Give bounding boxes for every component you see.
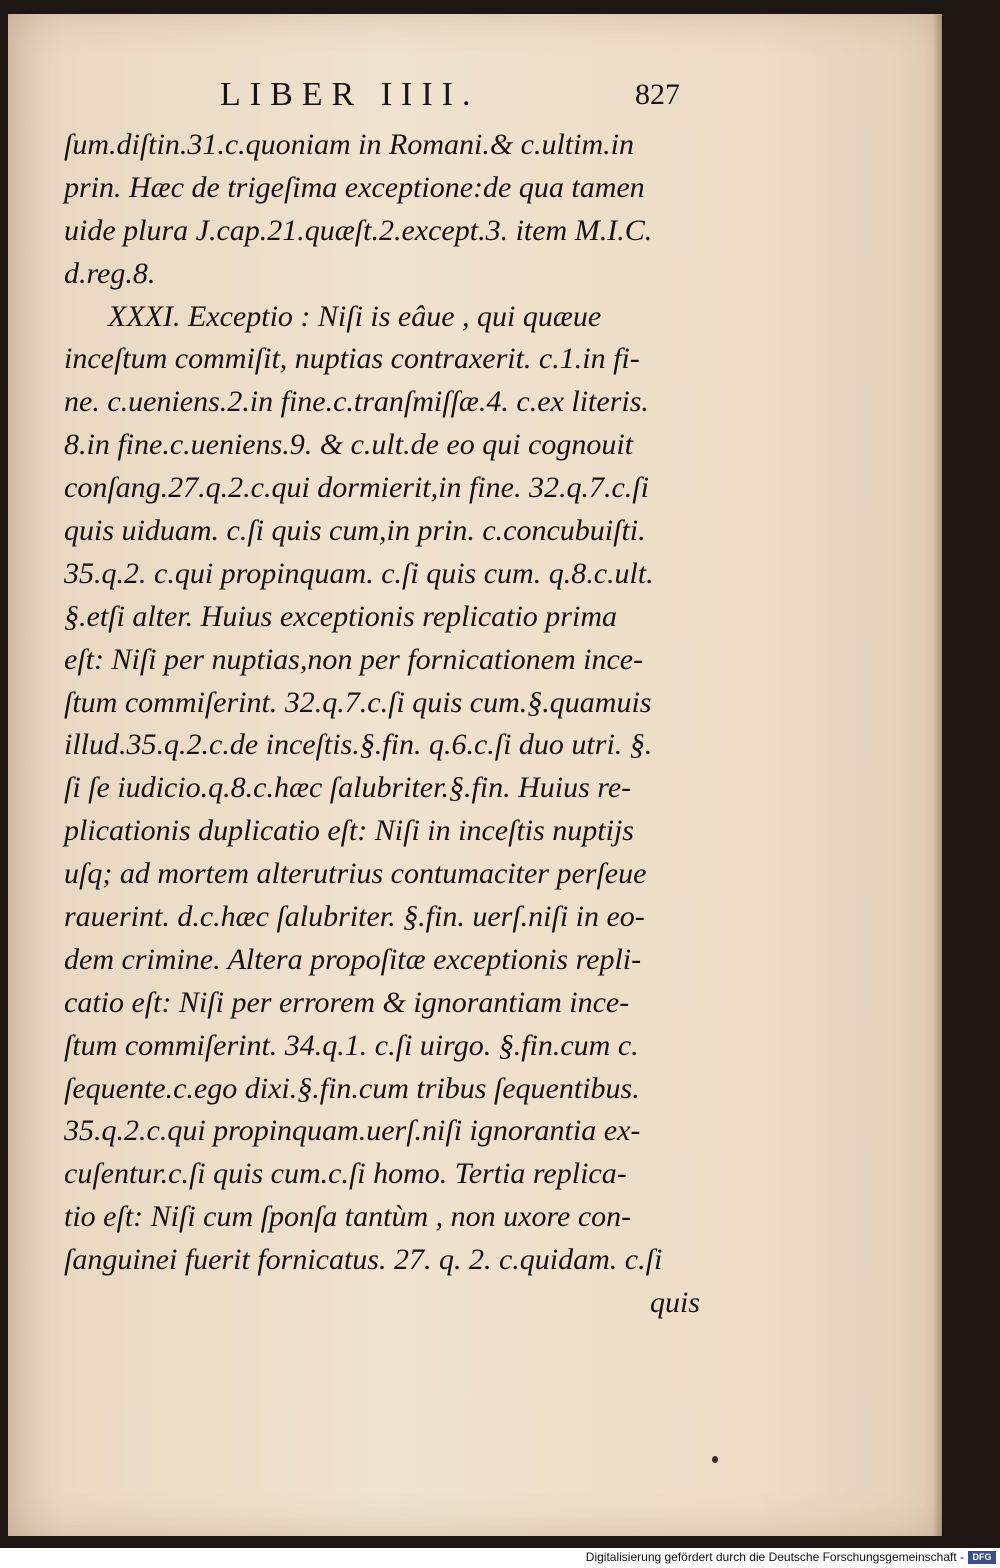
text-line: illud.35.q.2.c.de inceſtis.§.fin. q.6.c.ſi duo utri. §.: [64, 728, 653, 762]
digitization-footer: [0, 1548, 1000, 1568]
text-line: ne. c.ueniens.2.in fine.c.tranſmiſſæ.4. c.ex literis.: [64, 385, 649, 419]
page-number: 827: [635, 78, 680, 111]
text-line: d.reg.8.: [64, 256, 156, 290]
text-line: ſtum commiſerint. 32.q.7.c.ſi quis cum.§.quamuis: [64, 685, 652, 719]
text-line: ſanguinei fuerit fornicatus. 27. q. 2. c.quidam. c.ſi: [64, 1243, 663, 1277]
page-edge-shadow: [932, 14, 942, 1536]
text-line: inceſtum commiſit, nuptias contraxerit. c.1.in fi-: [64, 342, 640, 376]
text-line: ſi ſe iudicio.q.8.c.hæc ſalubriter.§.fin. Huius re-: [64, 771, 632, 805]
text-line: §.etſi alter. Huius exceptionis replicatio prima: [64, 599, 617, 633]
text-line: cuſentur.c.ſi quis cum.c.ſi homo. Tertia replica-: [64, 1157, 627, 1191]
text-line: 35.q.2.c.qui propinquam.uerſ.niſi ignorantia ex-: [64, 1114, 641, 1148]
page-header: [220, 76, 680, 120]
text-line: catio eſt: Niſi per errorem & ignorantiam ince-: [64, 985, 630, 1019]
text-line: uide plura J.cap.21.quæſt.2.except.3. item M.I.C.: [64, 213, 653, 247]
text-line: rauerint. d.c.hæc ſalubriter. §.fin. uerſ.niſi in eo-: [64, 900, 645, 934]
text-line: quis uiduam. c.ſi quis cum,in prin. c.concubuiſti.: [64, 514, 646, 548]
text-line: eſt: Niſi per nuptias,non per fornicationem ince-: [64, 642, 644, 676]
ink-spot: [712, 1456, 718, 1463]
text-line: 8.in fine.c.ueniens.9. & c.ult.de eo qui cognouit: [64, 428, 634, 462]
dfg-logo-icon: DFG: [968, 1551, 996, 1564]
text-line: ſtum commiſerint. 34.q.1. c.ſi uirgo. §.fin.cum c.: [64, 1028, 639, 1062]
text-line: plicationis duplicatio eſt: Niſi in inceſtis nuptijs: [64, 814, 634, 848]
body-text: [64, 124, 704, 1325]
catchword: quis: [649, 1286, 700, 1320]
text-line: conſang.27.q.2.c.qui dormierit,in fine. 32.q.7.c.ſi: [64, 471, 649, 505]
footer-credit: Digitalisierung gefördert durch die Deutsche Forschungsgemeinschaft -: [585, 1550, 964, 1564]
text-line: ſum.diſtin.31.c.quoniam in Romani.& c.ultim.in: [64, 128, 634, 161]
text-line: dem crimine. Altera propoſitæ exceptionis repli-: [64, 942, 642, 976]
text-line: ſequente.c.ego dixi.§.fin.cum tribus ſequentibus.: [64, 1071, 640, 1105]
text-line: uſq; ad mortem alterutrius contumaciter perſeue: [64, 857, 647, 891]
text-line: tio eſt: Niſi cum ſponſa tantùm , non uxore con-: [64, 1200, 632, 1234]
text-line: XXXI. Exceptio : Niſi is eâue , qui quæue: [108, 299, 602, 333]
text-line: 35.q.2. c.qui propinquam. c.ſi quis cum. q.8.c.ult.: [64, 556, 654, 590]
running-head: LIBER IIII.: [220, 76, 480, 113]
text-line: prin. Hæc de trigeſima exceptione:de qua tamen: [64, 170, 645, 204]
